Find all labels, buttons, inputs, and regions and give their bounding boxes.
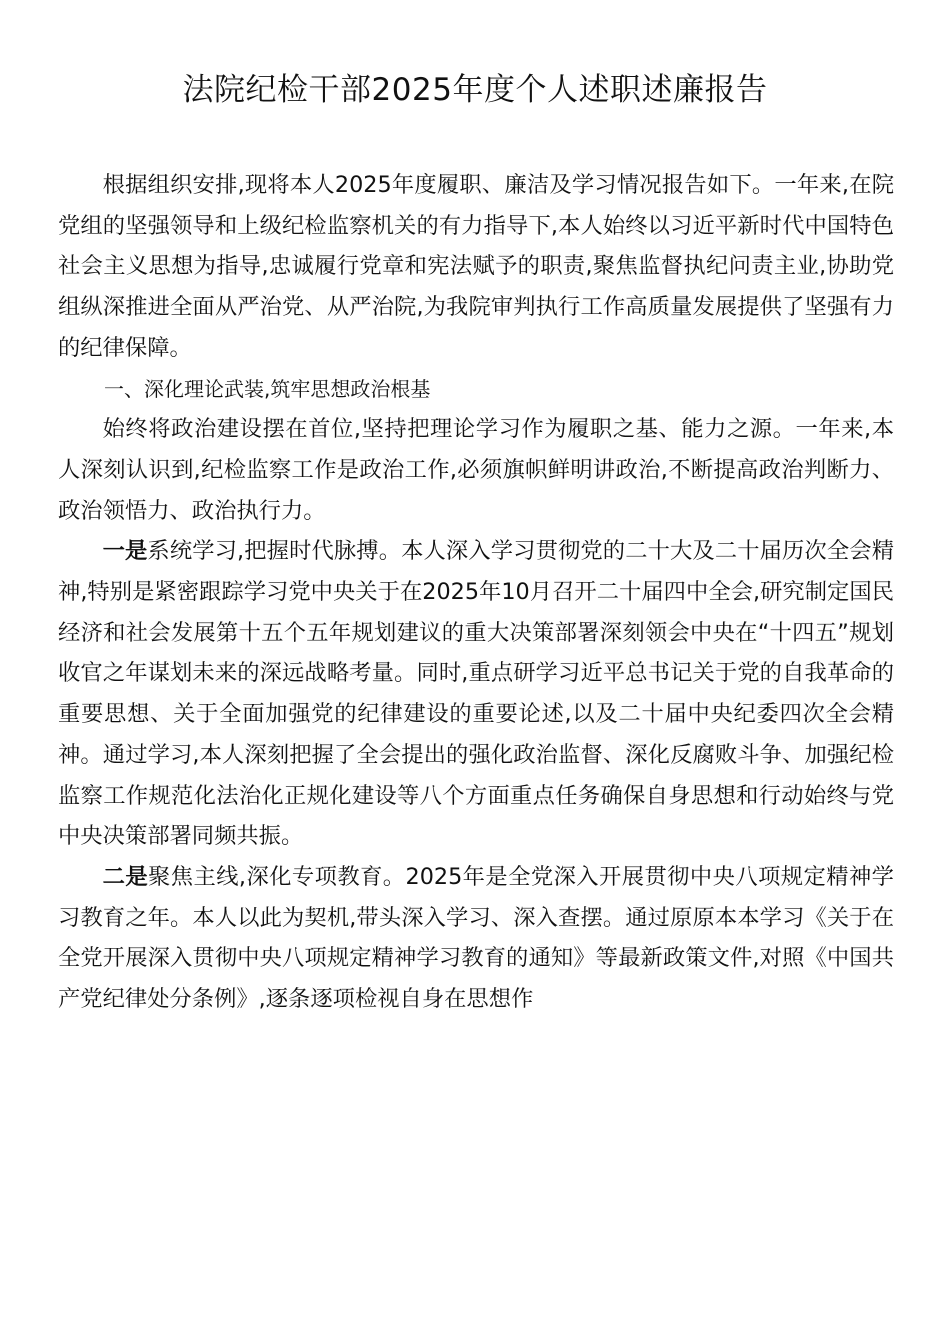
point-two-paragraph [58, 857, 894, 1020]
point-two-text: 聚焦主线,深化专项教育。2025年是全党深入开展贯彻中央八项规定精神学习教育之年。本人以此为契机,带头深入学习、深入查摆。通过原原本本学习《关于在全党开展深入贯彻中央八项规定精神学习教育的通知》等最新政策文件,对照《中国共产党纪律处分条例》,逐条逐项检视自身在思想作 [58, 863, 894, 1013]
point-one-lead: 一是 [102, 538, 148, 565]
point-one-paragraph [58, 531, 894, 857]
section-intro-paragraph: 始终将政治建设摆在首位,坚持把理论学习作为履职之基、能力之源。一年来,本人深刻认识到,纪检监察工作是政治工作,必须旗帜鲜明讲政治,不断提高政治判断力、政治领悟力、政治执行力。 [58, 416, 894, 524]
document-title: 法院纪检干部2025年度个人述职述廉报告 [182, 72, 768, 108]
point-two-lead: 二是 [102, 863, 149, 890]
document-body [58, 165, 894, 1020]
intro-paragraph: 根据组织安排,现将本人2025年度履职、廉洁及学习情况报告如下。一年来,在院党组的坚强领导和上级纪检监察机关的有力指导下,本人始终以习近平新时代中国特色社会主义思想为指导,忠诚履行党章和宪法赋予的职责,聚焦监督执纪问责主业,协助党组纵深推进全面从严治党、从严治院,为我院审判执行工作高质量发展提供了坚强有力的纪律保障。 [58, 172, 894, 361]
section-heading: 一、深化理论武装,筑牢思想政治根基 [104, 376, 431, 401]
point-one-text: 系统学习,把握时代脉搏。本人深入学习贯彻党的二十大及二十届历次全会精神,特别是紧密跟踪学习党中央关于在2025年10月召开二十届四中全会,研究制定国民经济和社会发展第十五个五年规划建议的重大决策部署深刻领会中央在“十四五”规划收官之年谋划未来的深远战略考量。同时,重点研学习近平总书记关于党的自我革命的重要思想、关于全面加强党的纪律建设的重要论述,以及二十届中央纪委四次全会精神。通过学习,本人深刻把握了全会提出的强化政治监督、深化反腐败斗争、加强纪检监察工作规范化法治化正规化建设等八个方面重点任务确保自身思想和行动始终与党中央决策部署同频共振。 [58, 538, 894, 850]
